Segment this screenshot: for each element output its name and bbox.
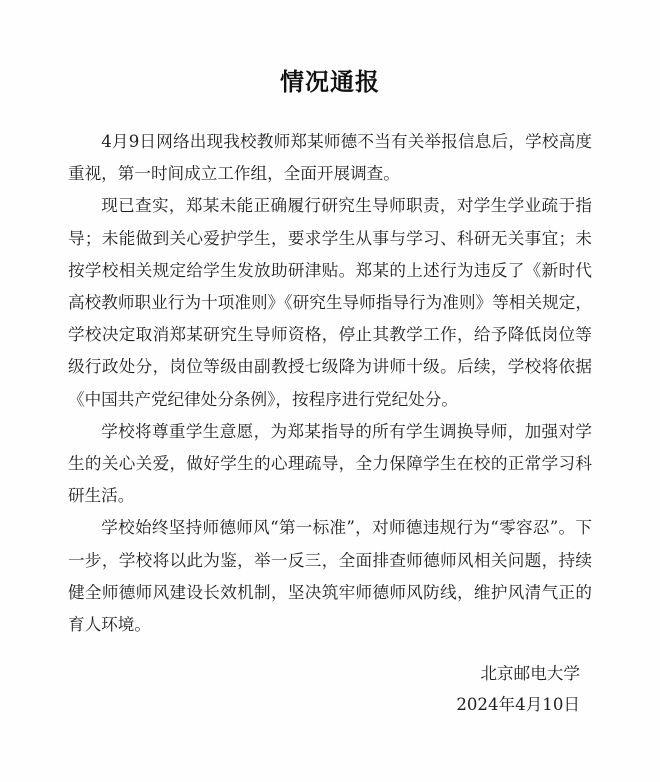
document-body xyxy=(68,126,592,641)
document-title: 情况通报 xyxy=(280,68,380,96)
paragraph-2: 现已查实，郑某未能正确履行研究生导师职责，对学生学业疏于指导；未能做到关心爱护学生，要求学生从事与学习、科研无关事宜；未按学校相关规定给学生发放助研津贴。郑某的上述行为违反了《新时代高校教师职业行为十项准则》《研究生导师指导行为准则》等相关规定，学校决定取消郑某研究生导师资格，停止其教学工作，给予降低岗位等级行政处分，岗位等级由副教授七级降为讲师十级。后续，学校将依据《中国共产党纪律处分条例》，按程序进行党纪处分。 xyxy=(68,196,592,409)
signature-organization: 北京邮电大学 xyxy=(480,664,580,683)
paragraph-3: 学校将尊重学生意愿，为郑某指导的所有学生调换导师，加强对学生的关心关爱，做好学生的心理疏导，全力保障学生在校的正常学习科研生活。 xyxy=(68,421,592,506)
paragraph-4: 学校始终坚持师德师风“第一标准”，对师德违规行为“零容忍”。下一步，学校将以此为鉴，举一反三，全面排查师德师风相关问题，持续健全师德师风建设长效机制，坚决筑牢师德师风防线，维护风清气正的育人环境。 xyxy=(68,518,592,635)
signature-date: 2024年4月10日 xyxy=(456,695,580,714)
paragraph-1: 4月9日网络出现我校教师郑某师德不当有关举报信息后，学校高度重视，第一时间成立工作组，全面开展调查。 xyxy=(68,132,592,184)
